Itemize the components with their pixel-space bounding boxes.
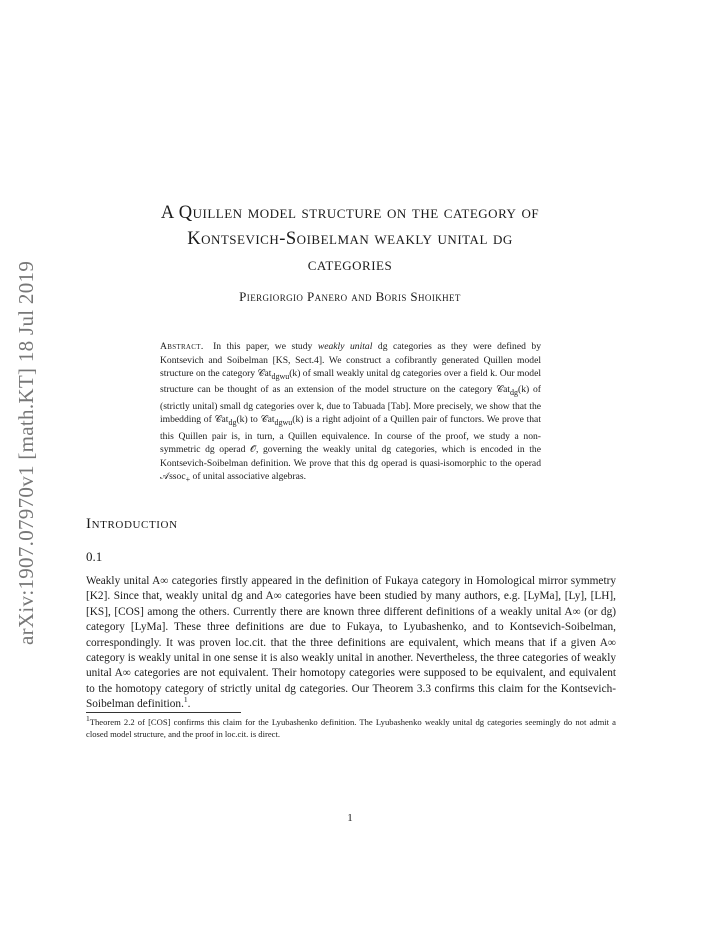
subsection-number: 0.1: [86, 549, 103, 564]
abstract-text: of unital associative algebras.: [192, 471, 307, 483]
title-line-1: A Quillen model structure on the category of: [160, 203, 540, 223]
abstract-text: dg categories as they were defined by Kontsevich and Soibelman [KS, Sect.4]. We construct a cofibrantly generated Quillen model structure on the category 𝒞at: [160, 341, 542, 379]
page-number: 1: [347, 812, 353, 824]
section-title-introduction: Introduction: [86, 516, 178, 532]
body-text: Weakly unital A∞ categories firstly appeared in the definition of Fukaya category in Homological mirror symmetry [K2]. Since that, weakly unital dg and A∞ categories have been studied by many authors, e.g. [LyMa], [Ly], [LH], [KS], [COS] among the others. Currently there are known three different definitions of a weakly unital A∞ (or dg) category [LyMa]. These three definitions are due to Fukaya, to Lyubashenko, and to Kontsevich-Soibelman, correspondingly. It was proven loc.cit. that the three definitions are equivalent, which means that if a given A∞ category is weakly unital in one sense it is also weakly unital in another. Nevertheless, the three categories of weakly unital A∞ categories are not equivalent. Their homotopy categories were supposed to be equivalent, and equivalent to the homotopy category of strictly unital dg categories. Our Theorem 3.3 confirms this claim for the Kontsevich-Soibelman definition.: [86, 575, 616, 711]
abstract-emphasis: weakly unital: [317, 341, 373, 352]
arxiv-sidebar-stamp: arXiv:1907.07970v1 [math.KT] 18 Jul 2019: [14, 260, 38, 645]
body-text-end: .: [187, 698, 191, 711]
abstract-text: In this paper, we study: [213, 341, 313, 352]
abstract-text: (k) of small weakly unital dg categories over a field k. Our model structure can be thought of as an extension of the model structure on the category 𝒞at: [160, 368, 541, 396]
abstract-text: (k) of (strictly unital) small dg categories over k, due to Tabuada [Tab]. More precisely, we show that the imbedding of 𝒞at: [160, 384, 542, 426]
footnote-rule: [86, 712, 241, 713]
abstract-subscript: dgwu: [274, 418, 293, 428]
title-line-2: Kontsevich-Soibelman weakly unital dg: [187, 229, 513, 249]
abstract-subscript: dgwu: [271, 371, 290, 381]
abstract-subscript: dg: [228, 418, 237, 428]
footnote: [86, 716, 616, 740]
abstract-text: (k) to 𝒞at: [236, 414, 275, 426]
abstract-subscript: +: [185, 475, 191, 485]
paper-authors: Piergiorgio Panero and Boris Shoikhet: [239, 289, 461, 304]
body-paragraph: [86, 574, 616, 713]
footnote-text: Theorem 2.2 of [COS] confirms this claim for the Lyubashenko definition. The Lyubashenko weakly unital dg categories seemingly do not admit a closed model structure, and the proof in loc.cit. is direct.: [86, 717, 616, 739]
title-line-3: categories: [307, 255, 393, 275]
footnote-mark: 1: [86, 714, 90, 724]
abstract: [160, 340, 541, 487]
abstract-subscript: dg: [510, 388, 518, 398]
abstract-text: (k) is a right adjoint of a Quillen pair of functors. We prove that this Quillen pair is, in turn, a Quillen equivalence. In course of the proof, we study a non-symmetric dg operad 𝒪, governing the weakly unital dg categories, which is encoded in the Kontsevich-Soibelman definition. We prove that this dg operad is quasi-isomorphic to the operad 𝒜ssoc: [160, 414, 541, 483]
abstract-heading: Abstract.: [160, 341, 204, 352]
paper-title: [60, 200, 640, 278]
footnote-reference[interactable]: 1: [183, 695, 188, 705]
